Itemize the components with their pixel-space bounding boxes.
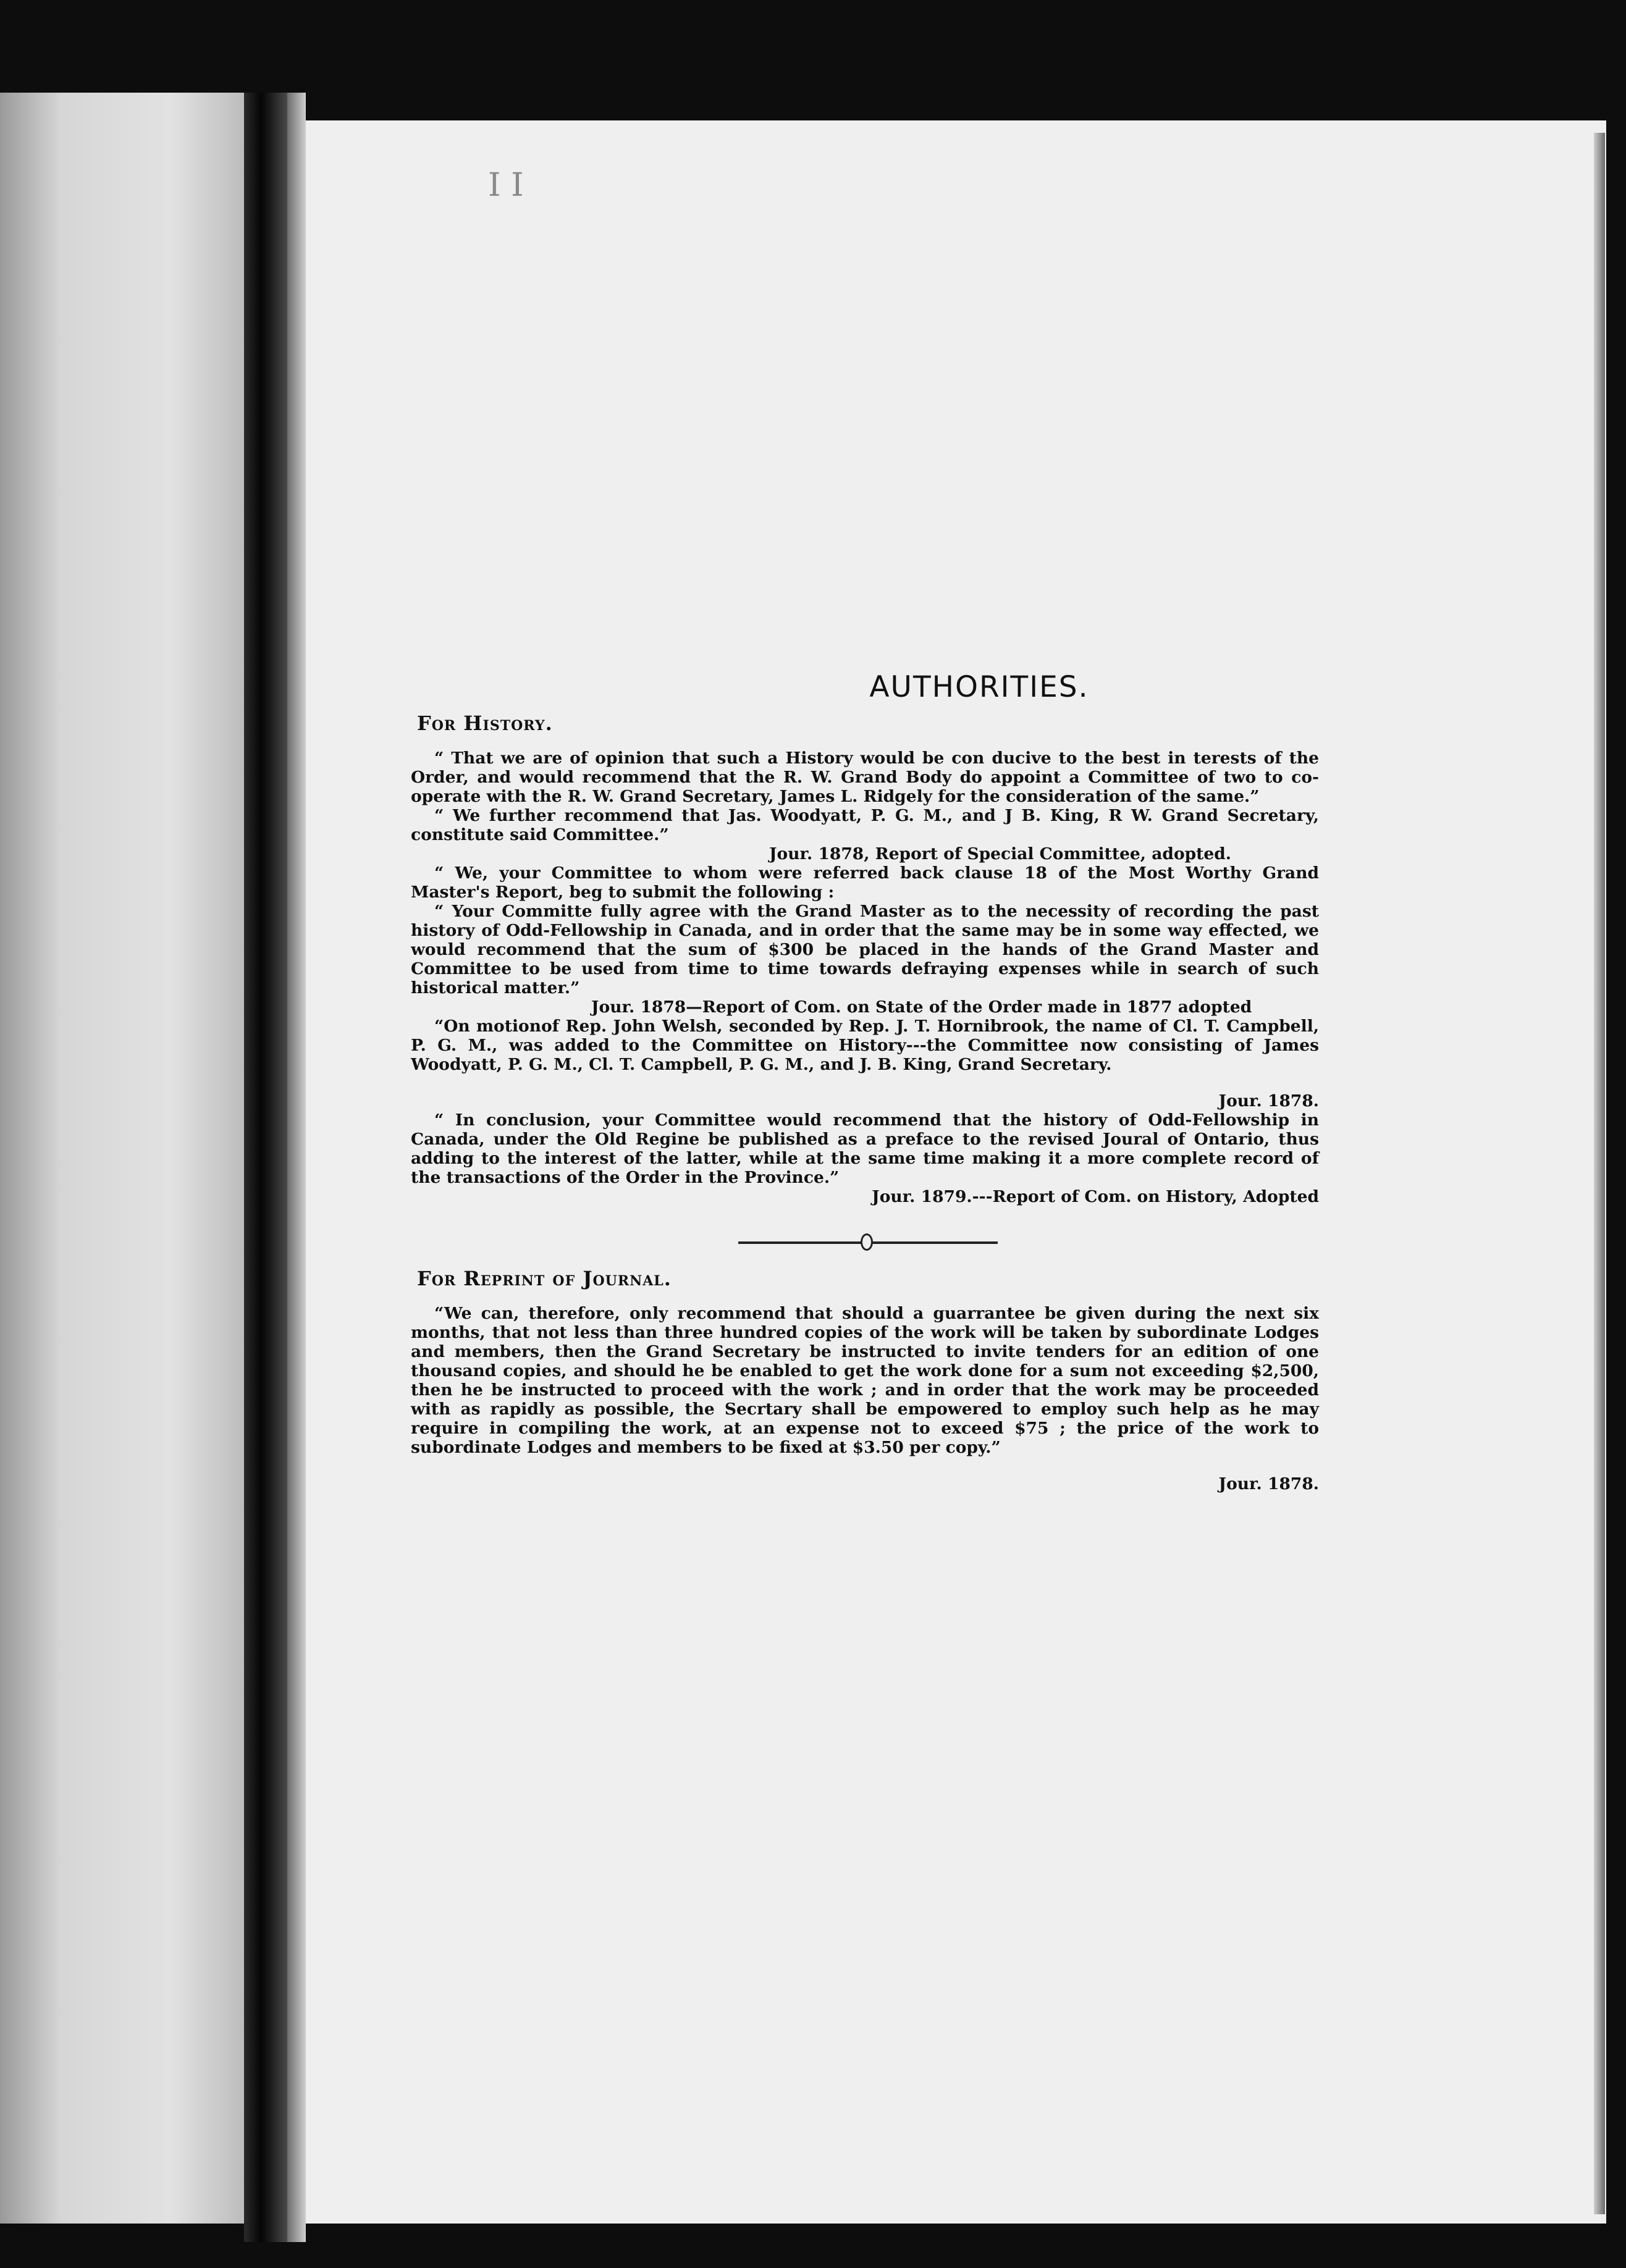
history-citation-1: Jour. 1878, Report of Special Committee, adopted. bbox=[769, 844, 1232, 863]
history-paragraph-1: “ That we are of opinion that such a History would be con ducive to the best in terests of the Order, and would recommend that the R. W. Grand Body do appoint a Committee of two to co-operate with the R. W. Grand Secretary, James L. Ridgely for the consideration of the same.” bbox=[411, 749, 1319, 806]
history-paragraph-5: “On motionof Rep. John Welsh, seconded by Rep. J. T. Hornibrook, the name of Cl. T. Campbell, P. G. M., was added to the Committee on History---the Committee now consisting of James Woodyatt, P. G. M., Cl. T. Campbell, P. G. M., and J. B. King, Grand Secretary. bbox=[411, 1017, 1319, 1074]
reprint-paragraph: “We can, therefore, only recommend that should a guarrantee be given during the next six months, that not less than three hundred copies of the work will be taken by subordinate Lodges and members, then the Grand Secretary be instructed to invite tenders for an edition of one thousand copies, and should he be enabled to get the work done for a sum not exceeding $2,500, then he be instructed to proceed with the work ; and in order that the work may be proceeded with as rapidly as possible, the Secrtary shall be empowered to employ such help as he may require in compiling the work, at an expense not to exceed $75 ; the price of the work to subordinate Lodges and members to be fixed at $3.50 per copy.” bbox=[411, 1304, 1319, 1457]
history-heading: For History. bbox=[417, 712, 553, 735]
reprint-section bbox=[411, 1267, 1319, 1493]
left-page bbox=[0, 93, 244, 2224]
history-paragraph-6: “ In conclusion, your Committee would recommend that the history of Odd-Fellowship in Canada, under the Old Regine be published as a preface to the revised Joural of Ontario, thus adding to the interest of the latter, while at the same time making it a more complete record of the transactions of the Order in the Province.” bbox=[411, 1111, 1319, 1187]
page-title: AUTHORITIES. bbox=[869, 670, 1089, 704]
page-content bbox=[411, 670, 1319, 1493]
history-citation-2: Jour. 1878—Report of Com. on State of the Order made in 1877 adopted bbox=[591, 998, 1252, 1017]
spine-gutter bbox=[287, 93, 306, 2242]
reprint-citation: Jour. 1878. bbox=[1218, 1474, 1319, 1493]
book-spine bbox=[244, 93, 287, 2242]
reprint-heading: For Reprint of Journal. bbox=[417, 1267, 672, 1290]
history-paragraph-4: “ Your Committe fully agree with the Grand Master as to the necessity of recording the past history of Odd-Fellowship in Canada, and in order that the same may be in some way effected, we would recommend that the sum of $300 be placed in the hands of the Grand Master and Committee to be used from time to time towards defraying expenses while in search of such historical matter.” bbox=[411, 902, 1319, 998]
page-edge bbox=[1594, 133, 1605, 2214]
history-citation-4: Jour. 1879.---Report of Com. on History, Adopted bbox=[872, 1187, 1319, 1206]
section-divider bbox=[738, 1236, 998, 1248]
divider-ornament bbox=[861, 1233, 873, 1251]
history-section bbox=[411, 712, 1319, 1206]
history-citation-3: Jour. 1878. bbox=[1218, 1091, 1319, 1111]
history-paragraph-3: “ We, your Committee to whom were referred back clause 18 of the Most Worthy Grand Master's Report, beg to submit the following : bbox=[411, 863, 1319, 902]
corner-mark: I I bbox=[488, 167, 524, 204]
history-paragraph-2: “ We further recommend that Jas. Woodyatt, P. G. M., and J B. King, R W. Grand Secretary, constitute said Committee.” bbox=[411, 806, 1319, 844]
